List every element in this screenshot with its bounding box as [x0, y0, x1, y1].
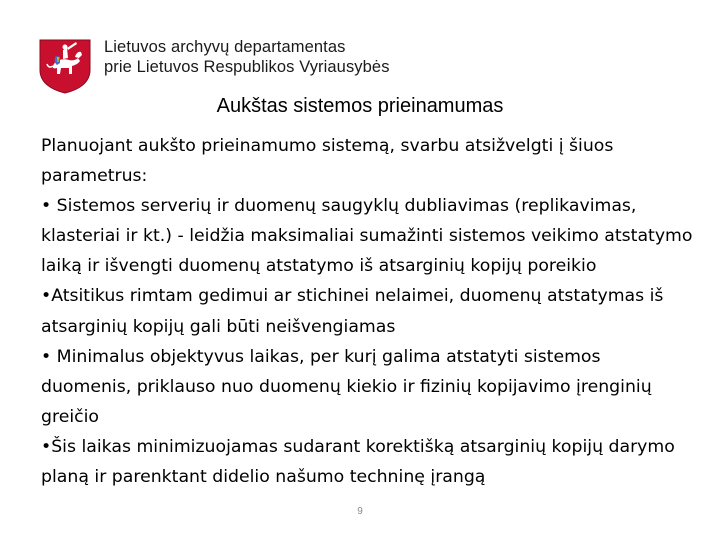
vytis-coat-of-arms-icon: [36, 36, 94, 94]
bullet-item: • Minimalus objektyvus laikas, per kurį galima atstatyti sistemos duomenis, priklauso nuo duomenų kiekio ir fizinių kopijavimo įrenginių greičio: [41, 346, 652, 427]
slide-body: [41, 131, 696, 492]
bullet-item: • Sistemos serverių ir duomenų saugyklų dubliavimas (replikavimas, klasteriai ir kt.) - leidžia maksimaliai sumažinti sistemos veikimo atstatymo laiką ir išvengti duomenų atstatymo iš atsarginių kopijų poreikio: [41, 196, 693, 277]
intro-paragraph: Planuojant aukšto prieinamumo sistemą, svarbu atsižvelgti į šiuos parametrus:: [41, 136, 614, 187]
page-number: 9: [357, 506, 363, 517]
bullet-item: •Atsitikus rimtam gedimui ar stichinei nelaimei, duomenų atstatymas iš atsarginių kopijų gali būti neišvengiamas: [41, 286, 664, 337]
bullet-item: •Šis laikas minimizuojamas sudarant korektišką atsarginių kopijų darymo planą ir parenktant didelio našumo techninę įrangą: [41, 436, 675, 488]
org-name-line2: prie Lietuvos Respublikos Vyriausybės: [104, 58, 390, 76]
org-name-line1: Lietuvos archyvų departamentas: [104, 38, 346, 56]
slide-title: Aukštas sistemos prieinamumas: [216, 95, 504, 117]
